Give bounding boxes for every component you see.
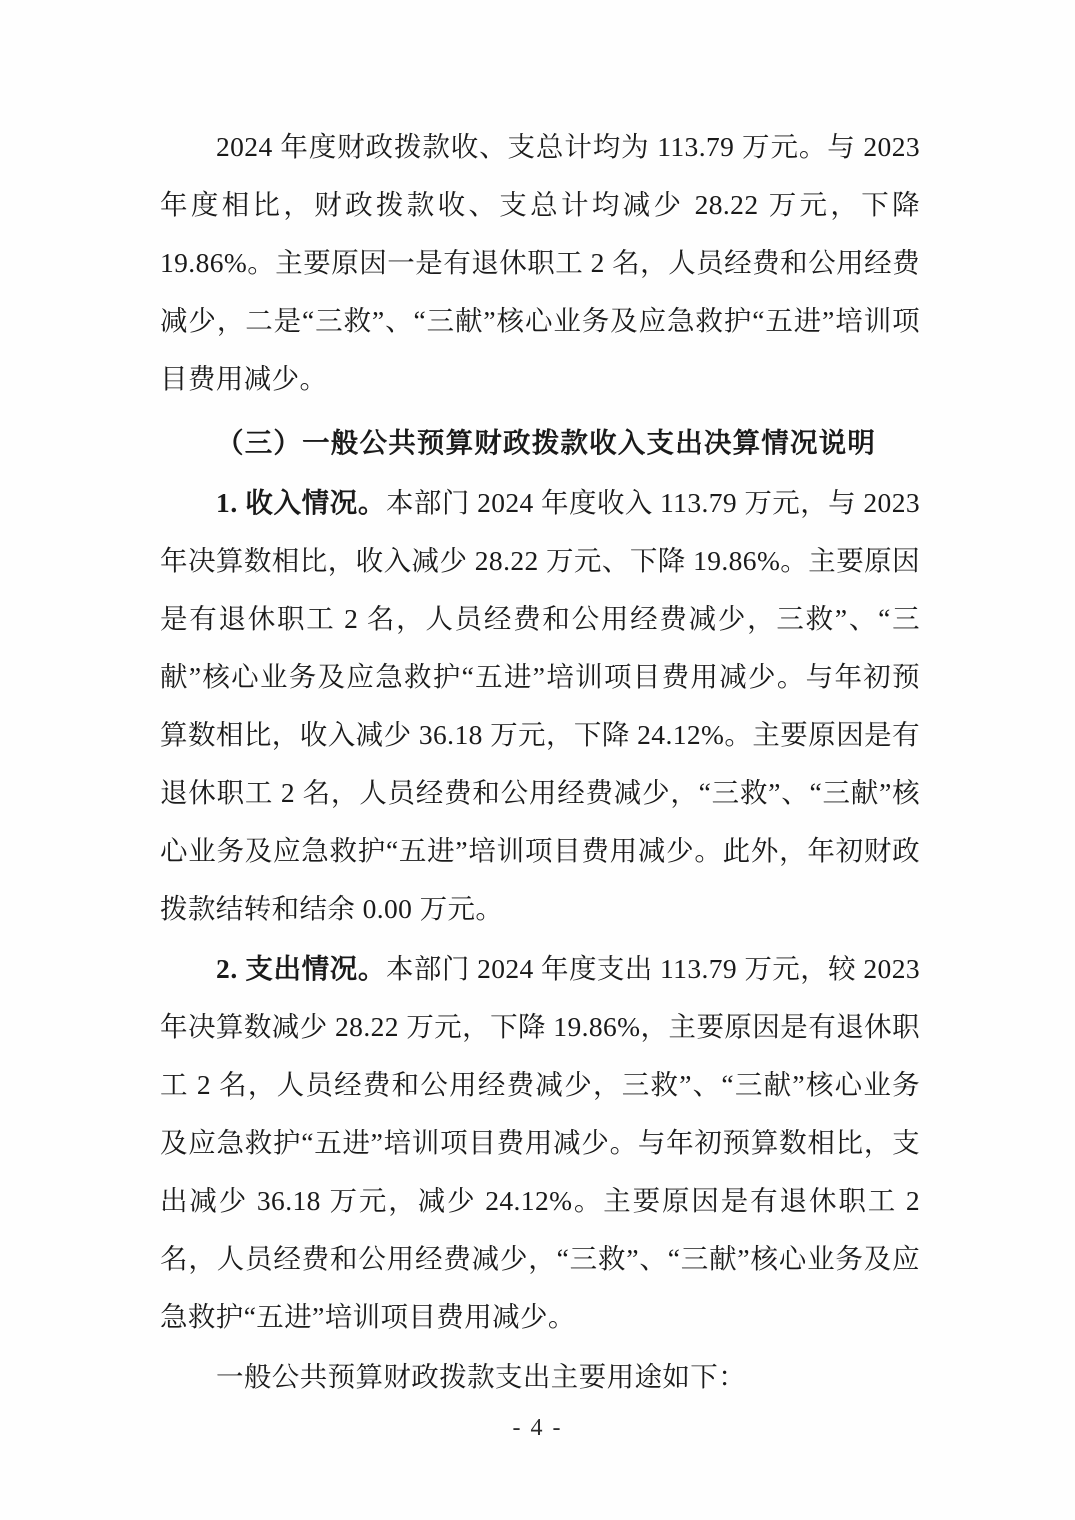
paragraph-income-situation <box>160 474 920 938</box>
paragraph-main-uses-lead: 一般公共预算财政拨款支出主要用途如下： <box>216 1361 747 1392</box>
runin-label-income: 1. 收入情况。 <box>216 487 386 518</box>
runin-label-expenditure: 2. 支出情况。 <box>216 953 386 984</box>
paragraph-expenditure-body: 本部门 2024 年度支出 113.79 万元，较 2023 年决算数减少 28.22 万元，下降 19.86%，主要原因是有退休职工 2 名，人员经费和公用经费减少，三救”、“三献”核心业务及应急救护“五进”培训项目费用减少。与年初预算数相比，支出减少 36.18 万元，减少 24.12%。主要原因是有退休职工 2 名，人员经费和公用经费减少，“三救”、“三献”核心业务及应急救护“五进”培训项目费用减少。 <box>160 953 920 1332</box>
paragraph-expenditure-situation <box>160 940 920 1346</box>
paragraph-funding-total: 2024 年度财政拨款收、支总计均为 113.79 万元。与 2023 年度相比，财政拨款收、支总计均减少 28.22 万元，下降 19.86%。主要原因一是有退休职工 2 名，人员经费和公用经费减少，二是“三救”、“三献”核心业务及应急救护“五进”培训项目费用减少。 <box>160 131 920 394</box>
page-number: - 4 - <box>512 1415 563 1441</box>
paragraph-income-body: 本部门 2024 年度收入 113.79 万元，与 2023 年决算数相比，收入减少 28.22 万元、下降 19.86%。主要原因是有退休职工 2 名，人员经费和公用经费减少，三救”、“三献”核心业务及应急救护“五进”培训项目费用减少。与年初预算数相比，收入减少 36.18 万元，下降 24.12%。主要原因是有退休职工 2 名，人员经费和公用经费减少，“三救”、“三献”核心业务及应急救护“五进”培训项目费用减少。此外，年初财政拨款结转和结余 0.00 万元。 <box>160 487 920 924</box>
page-body <box>160 118 920 1408</box>
section-heading-general-budget: （三）一般公共预算财政拨款收入支出决算情况说明 <box>216 427 877 458</box>
